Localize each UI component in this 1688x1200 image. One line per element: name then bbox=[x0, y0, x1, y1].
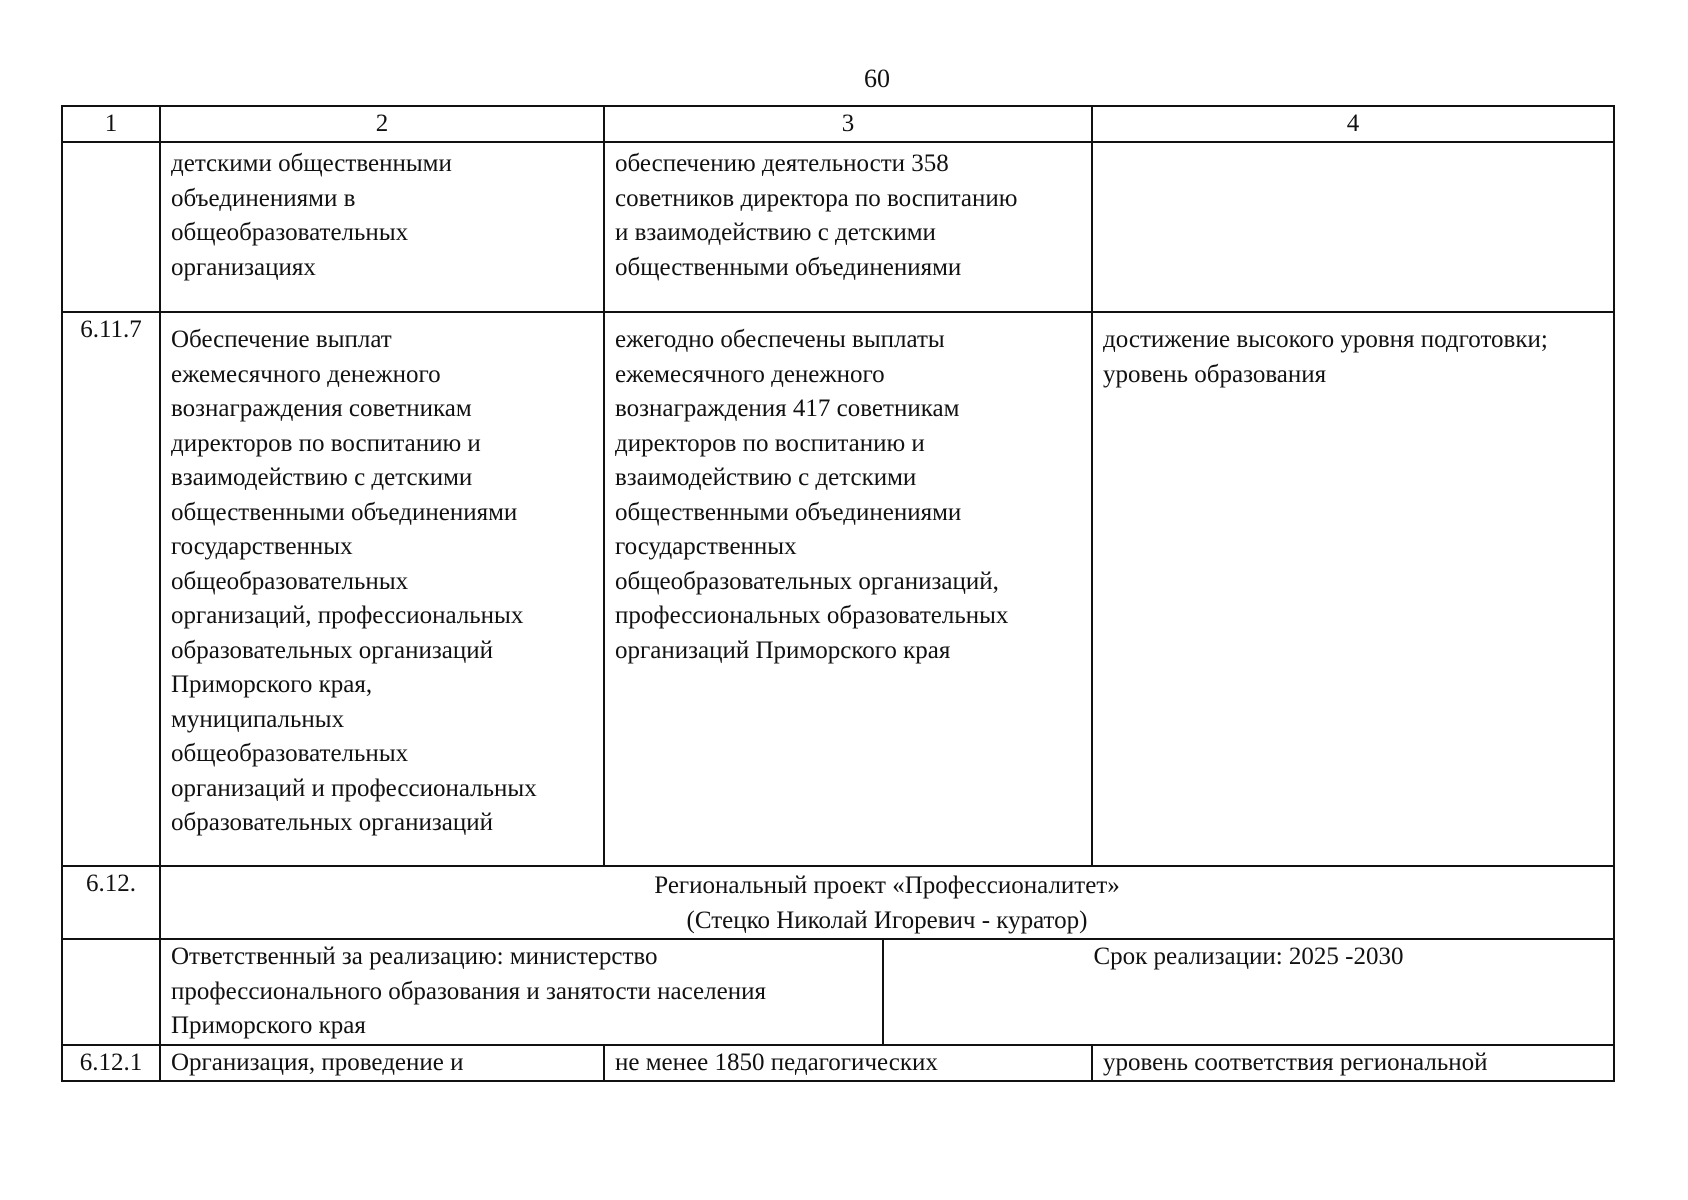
project-number: 6.12. bbox=[62, 866, 160, 939]
expected-result: ежегодно обеспечены выплаты ежемесячного денежного вознаграждения 417 советникам директоров по воспитанию и взаимодействию с детскими общественными объединениями государственных общеобразовательных организаций, профессиональных образовательных организаций Приморского края bbox=[604, 312, 1092, 866]
table-row bbox=[62, 312, 1614, 866]
row-number: 6.11.7 bbox=[62, 312, 160, 866]
row-number bbox=[62, 142, 160, 312]
indicator-link bbox=[1092, 142, 1614, 312]
project-info-row bbox=[62, 939, 1614, 1045]
project-title-cell bbox=[160, 866, 1614, 939]
indicator-link: достижение высокого уровня подготовки; уровень образования bbox=[1092, 312, 1614, 866]
table-row bbox=[62, 1045, 1614, 1082]
event-description: Обеспечение выплат ежемесячного денежного вознаграждения советникам директоров по воспитанию и взаимодействию с детскими общественными объединениями государственных общеобразовательных организаций, профессиональных образовательных организаций Приморского края, муниципальных общеобразовательных организаций и профессиональных образовательных организаций bbox=[160, 312, 604, 866]
row-number: 6.12.1 bbox=[62, 1045, 160, 1082]
header-cell-3: 3 bbox=[604, 106, 1092, 142]
project-title-row bbox=[62, 866, 1614, 939]
indicator-link: уровень соответствия региональной bbox=[1092, 1045, 1614, 1082]
event-description: детскими общественными объединениями в общеобразовательных организациях bbox=[160, 142, 604, 312]
expected-result: не менее 1850 педагогических bbox=[604, 1045, 1092, 1082]
responsible-executor: Ответственный за реализацию: министерство профессионального образования и занятости населения Приморского края bbox=[161, 940, 884, 1044]
expected-result: обеспечению деятельности 358 советников директора по воспитанию и взаимодействию с детскими общественными объединениями bbox=[604, 142, 1092, 312]
program-table bbox=[61, 105, 1615, 1082]
project-curator: (Стецко Николай Игоревич - куратор) bbox=[686, 906, 1088, 934]
row-number-empty bbox=[62, 939, 160, 1045]
implementation-term: Срок реализации: 2025 -2030 bbox=[1093, 943, 1404, 970]
project-title: Региональный проект «Профессионалитет» bbox=[654, 872, 1120, 899]
page-number: 60 bbox=[864, 64, 890, 93]
table-row bbox=[62, 142, 1614, 312]
project-info-cell bbox=[160, 939, 1614, 1045]
header-cell-4: 4 bbox=[1092, 106, 1614, 142]
header-cell-1: 1 bbox=[62, 106, 160, 142]
table-header-row bbox=[62, 106, 1614, 142]
event-description: Организация, проведение и bbox=[160, 1045, 604, 1082]
header-cell-2: 2 bbox=[160, 106, 604, 142]
